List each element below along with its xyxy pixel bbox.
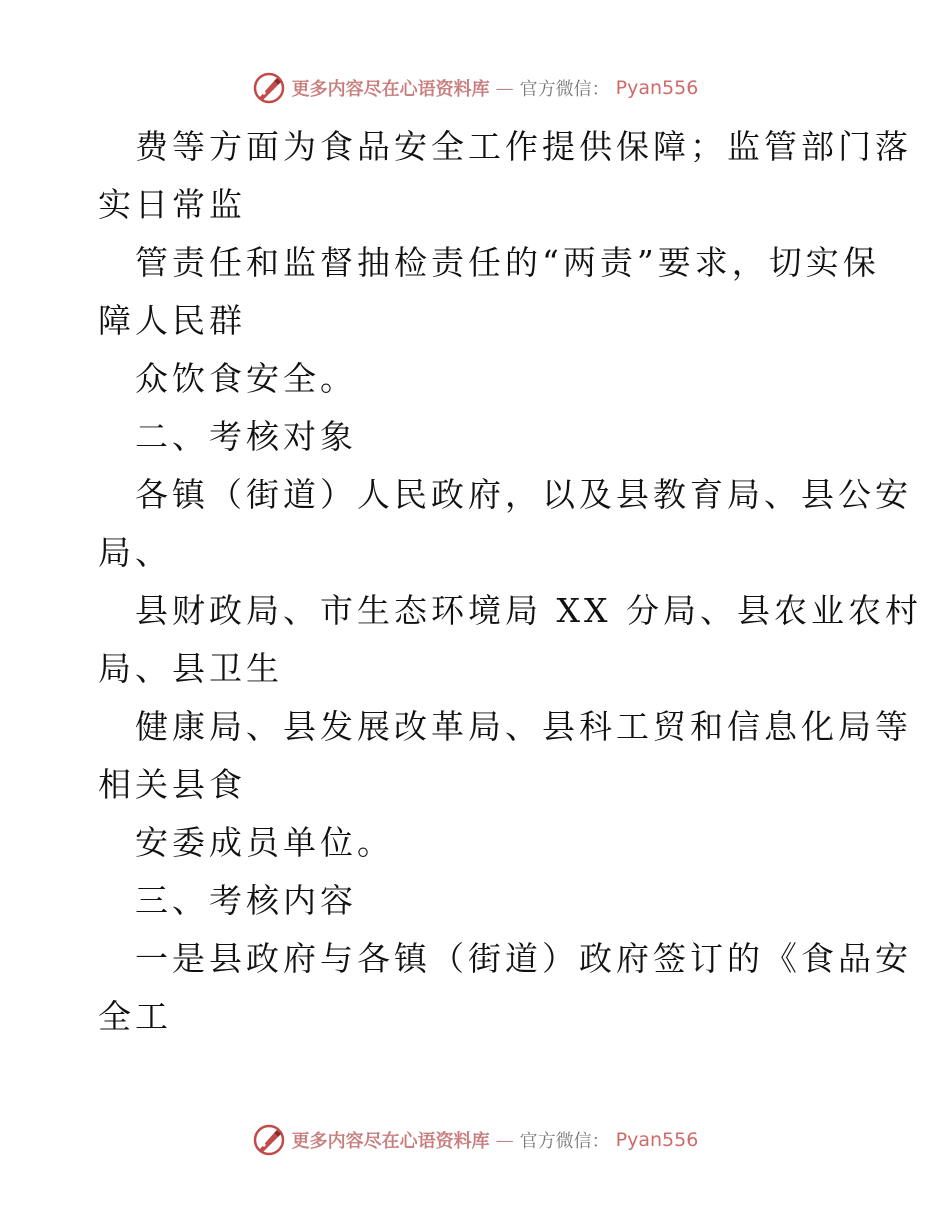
text-line: [98, 234, 880, 292]
line-text: 健康局、县发展改革局、县科工贸和信息化局等: [135, 707, 912, 746]
watermark-wechat-id: Pyan556: [615, 1129, 699, 1151]
section-heading: [98, 408, 858, 466]
text-line: [98, 582, 922, 640]
line-text: 县财政局、市生态环境局 XX 分局、县农业农村: [135, 591, 922, 630]
footer-watermark: [0, 1120, 950, 1160]
line-text: 局、: [98, 533, 172, 572]
line-text: 全工: [98, 997, 172, 1036]
pen-logo-icon: [252, 71, 286, 105]
text-line: [98, 640, 858, 698]
line-text: 管责任和监督抽检责任的“两责”要求，切实保: [135, 243, 880, 282]
text-line: [98, 176, 858, 234]
watermark-dash: —: [495, 1129, 514, 1151]
pen-logo-icon: [252, 1123, 286, 1157]
text-line: [98, 988, 858, 1046]
line-text: 三、考核内容: [135, 881, 357, 920]
line-text: 二、考核对象: [135, 417, 357, 456]
watermark-main-text: 更多内容尽在心语资料库: [291, 1131, 490, 1152]
line-text: 安委成员单位。: [135, 823, 394, 862]
text-line: [98, 118, 912, 176]
watermark-wechat-id: Pyan556: [615, 77, 699, 99]
watermark-official-label: 官方微信：: [519, 79, 610, 100]
line-text: 局、县卫生: [98, 649, 283, 688]
text-line: [98, 292, 858, 350]
line-text: 各镇（街道）人民政府，以及县教育局、县公安: [135, 475, 912, 514]
line-text: 障人民群: [98, 301, 246, 340]
line-text: 费等方面为食品安全工作提供保障；监管部门落: [135, 127, 912, 166]
document-body: [98, 118, 922, 1046]
text-line: [98, 930, 912, 988]
text-line: [98, 466, 912, 524]
line-text: 相关县食: [98, 765, 246, 804]
text-line: [98, 524, 858, 582]
text-line: [98, 698, 912, 756]
line-text: 实日常监: [98, 185, 246, 224]
line-text: 众饮食安全。: [135, 359, 357, 398]
text-line: [98, 350, 858, 408]
watermark-dash: —: [495, 77, 514, 99]
header-watermark: [0, 68, 950, 108]
line-text: 一是县政府与各镇（街道）政府签订的《食品安: [135, 939, 912, 978]
watermark-main-text: 更多内容尽在心语资料库: [291, 79, 490, 100]
text-line: [98, 756, 858, 814]
text-line: [98, 814, 858, 872]
section-heading: [98, 872, 858, 930]
watermark-official-label: 官方微信：: [519, 1131, 610, 1152]
